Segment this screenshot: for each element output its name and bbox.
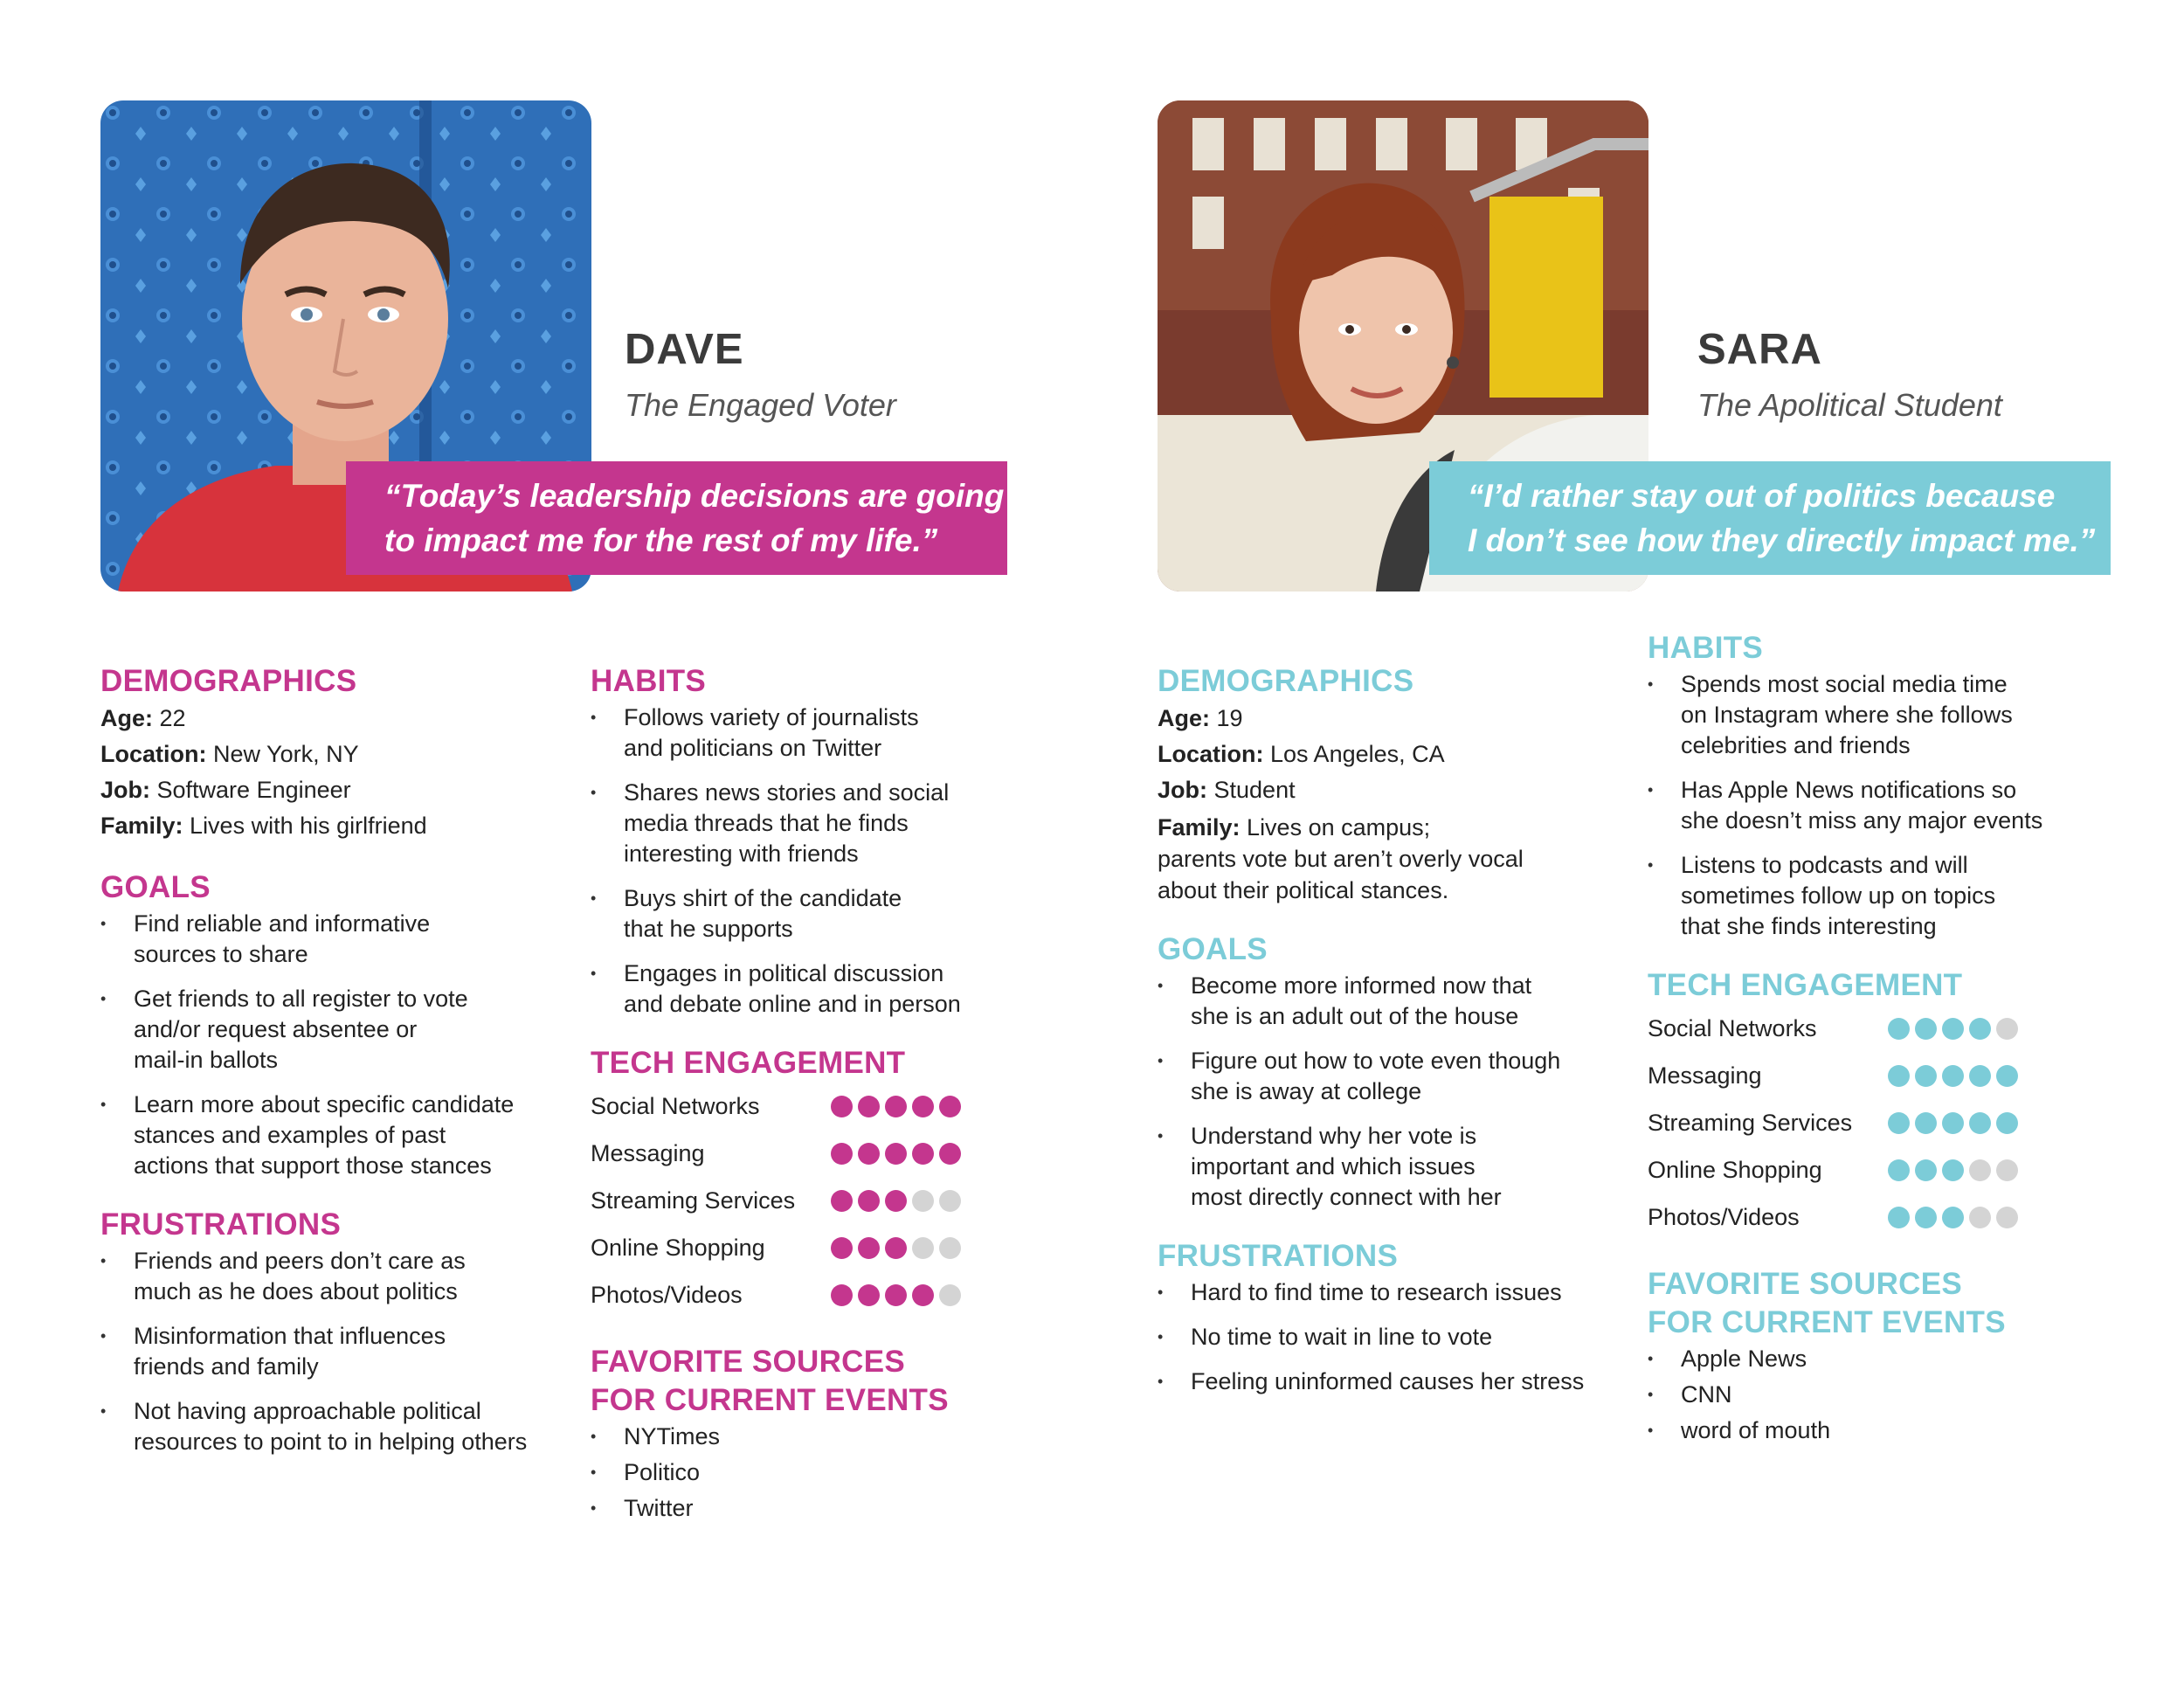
tech-label: Online Shopping [1648,1156,1822,1183]
tech-engagement-section [591,1044,1062,1318]
section-heading: TECH ENGAGEMENT [591,1046,906,1080]
list-item [100,1246,572,1307]
rating-dot-filled [1915,1018,1937,1040]
section-heading: FRUSTRATIONS [100,1207,342,1242]
rating-dot-filled [1942,1112,1964,1134]
section-heading [1648,1265,2119,1342]
tech-row [591,1083,1062,1130]
location-row [100,737,572,772]
section-heading [591,1343,1062,1420]
quote-line: “Today’s leadership decisions are going [384,478,1005,514]
rating-dot-empty [1996,1207,2018,1228]
rating-dots [1888,1159,2018,1181]
item-line: and politicians on Twitter [624,735,882,761]
tech-label: Photos/Videos [591,1281,743,1308]
item-line: media threads that he finds [624,810,909,836]
rating-dot-filled [885,1143,907,1165]
rating-dot-filled [858,1143,880,1165]
rating-dot-filled [912,1284,934,1306]
age-row [1158,701,1629,737]
heading-line: FAVORITE SOURCES [591,1345,906,1379]
rating-dots [831,1143,961,1165]
section-heading: TECH ENGAGEMENT [1648,968,1963,1002]
rating-dot-filled [1942,1159,1964,1181]
list-item [100,1321,572,1382]
sources-section [591,1343,1062,1524]
heading-line: FOR CURRENT EVENTS [1648,1305,2006,1339]
age-label: Age: [1158,705,1210,731]
persona-name: SARA [1697,326,1822,373]
list-item: • Apple News [1648,1344,2119,1374]
tech-row [591,1130,1062,1177]
section-heading: FRUSTRATIONS [1158,1239,1399,1273]
sara-right-column [1648,629,2119,1470]
list-item: • CNN [1648,1380,2119,1410]
rating-dot-filled [912,1143,934,1165]
item-line: • Has Apple News notifications so [1681,777,2017,803]
rating-dot-filled [1969,1018,1991,1040]
item-line: important and which issues [1191,1153,1476,1180]
item-line: • Buys shirt of the candidate [624,885,902,911]
item-line: friends and family [134,1353,319,1380]
habits-list [591,702,1062,1020]
family-value: about their political stances. [1158,877,1449,903]
list-item: • word of mouth [1648,1415,2119,1446]
list-item [1158,971,1629,1032]
rating-dot-filled [831,1190,853,1212]
section-heading: HABITS [1648,631,1764,665]
persona-title: The Engaged Voter [625,387,896,423]
rating-dot-filled [1942,1065,1964,1087]
list-item: • Hard to find time to research issues [1158,1277,1629,1308]
item-line: • Find reliable and informative [134,910,431,937]
list-item [100,1396,572,1457]
rating-dot-filled [1915,1112,1937,1134]
rating-dot-filled [1969,1065,1991,1087]
persona-sara [1057,0,2123,1688]
tech-row [591,1271,1062,1318]
item-line: actions that support those stances [134,1152,492,1179]
tech-engagement-section [1648,966,2119,1241]
frustrations-list [100,1246,572,1457]
item-line: • Misinformation that influences [134,1323,446,1349]
item-line: she is an adult out of the house [1191,1003,1519,1029]
sara-left-column [1158,662,1629,1422]
list-item [100,984,572,1076]
location-value: Los Angeles, CA [1270,741,1445,767]
location-label: Location: [1158,741,1264,767]
rating-dots [1888,1018,2018,1040]
rating-dots [831,1237,961,1259]
item-line: sources to share [134,941,308,967]
item-line: most directly connect with her [1191,1184,1502,1210]
tech-label: Streaming Services [1648,1109,1853,1136]
rating-dot-filled [1942,1207,1964,1228]
persona-title: The Apolitical Student [1697,387,2002,423]
demographics-section [1158,662,1629,906]
list-item [1158,1046,1629,1107]
location-row [1158,737,1629,772]
rating-dot-empty [1996,1018,2018,1040]
rating-dot-empty [1969,1207,1991,1228]
list-item [591,778,1062,869]
list-item [591,958,1062,1020]
list-item [1158,1121,1629,1213]
rating-dot-empty [912,1190,934,1212]
section-heading: DEMOGRAPHICS [1158,664,1414,698]
item-line: • Not having approachable political [134,1398,481,1424]
goals-section [100,868,572,1181]
rating-dot-filled [1969,1112,1991,1134]
tech-row [1648,1099,2119,1146]
job-label: Job: [100,777,150,803]
item-line: • Become more informed now that [1191,972,1532,999]
item-line: much as he does about politics [134,1278,458,1304]
item-line: • Figure out how to vote even though [1191,1048,1561,1074]
frustrations-section [100,1206,572,1457]
rating-dot-empty [939,1190,961,1212]
age-value: 22 [159,705,186,731]
tech-row [1648,1146,2119,1193]
frustrations-list [1158,1277,1629,1397]
list-item [1648,775,2119,836]
family-label: Family: [100,813,183,839]
tech-label: Photos/Videos [1648,1203,1800,1230]
persona-name: DAVE [625,326,744,373]
rating-dot-filled [1888,1112,1910,1134]
rating-dot-filled [831,1237,853,1259]
dave-right-column [591,662,1062,1548]
location-label: Location: [100,741,207,767]
rating-dot-filled [1996,1065,2018,1087]
rating-dots [831,1096,961,1117]
rating-dot-empty [1969,1159,1991,1181]
item-line: • Get friends to all register to vote [134,986,468,1012]
tech-label: Social Networks [591,1092,760,1119]
age-value: 19 [1216,705,1243,731]
rating-dot-filled [1915,1159,1937,1181]
job-value: Software Engineer [156,777,351,803]
family-value: Lives on campus; [1247,814,1431,841]
rating-dot-filled [939,1143,961,1165]
rating-dot-empty [912,1237,934,1259]
age-row [100,701,572,737]
goals-list [1158,971,1629,1213]
list-item: • NYTimes [591,1422,1062,1452]
rating-dots [831,1284,961,1306]
rating-dot-empty [1996,1159,2018,1181]
rating-dot-filled [858,1237,880,1259]
list-item [100,909,572,970]
family-value: Lives with his girlfriend [190,813,427,839]
item-line: and/or request absentee or [134,1016,418,1042]
family-value: parents vote but aren’t overly vocal [1158,846,1524,872]
quote-line: “I’d rather stay out of politics because [1468,478,2056,514]
tech-row [1648,1052,2119,1099]
rating-dot-filled [1942,1018,1964,1040]
tech-row [591,1177,1062,1224]
heading-line: FOR CURRENT EVENTS [591,1383,949,1417]
item-line: interesting with friends [624,841,859,867]
rating-dots [831,1190,961,1212]
rating-dot-filled [1996,1112,2018,1134]
family-row [100,808,572,844]
rating-dot-filled [831,1096,853,1117]
item-line: that she finds interesting [1681,913,1937,939]
tech-label: Messaging [1648,1062,1762,1089]
item-line: on Instagram where she follows [1681,702,2013,728]
tech-row [591,1224,1062,1271]
habits-section [591,662,1062,1020]
rating-dot-filled [885,1284,907,1306]
section-heading: DEMOGRAPHICS [100,664,357,698]
job-row [1158,772,1629,808]
list-item [100,1090,572,1181]
item-line: • Understand why her vote is [1191,1123,1477,1149]
goals-list [100,909,572,1181]
rating-dot-filled [831,1143,853,1165]
habits-section [1648,629,2119,942]
age-label: Age: [100,705,153,731]
habits-list [1648,669,2119,942]
list-item [1648,850,2119,942]
sources-section [1648,1265,2119,1446]
demographics-section [100,662,572,844]
location-value: New York, NY [213,741,359,767]
rating-dot-filled [831,1284,853,1306]
item-line: stances and examples of past [134,1122,446,1148]
rating-dot-filled [1888,1159,1910,1181]
section-heading: GOALS [1158,932,1268,966]
item-line: • Friends and peers don’t care as [134,1248,466,1274]
sources-list [1648,1344,2119,1446]
section-heading: GOALS [100,870,211,904]
item-line: • Spends most social media time [1681,671,2008,697]
quote-line: I don’t see how they directly impact me.” [1468,522,2096,558]
rating-dot-filled [885,1190,907,1212]
tech-label: Messaging [591,1139,705,1166]
tech-row [1648,1193,2119,1241]
rating-dots [1888,1207,2018,1228]
list-item [1648,669,2119,761]
item-line: mail-in ballots [134,1047,279,1073]
goals-section [1158,930,1629,1213]
rating-dot-filled [939,1096,961,1117]
rating-dot-filled [858,1284,880,1306]
list-item [591,883,1062,944]
tech-row [1648,1005,2119,1052]
rating-dot-filled [885,1237,907,1259]
section-heading: HABITS [591,664,707,698]
rating-dot-filled [1888,1207,1910,1228]
item-line: • Engages in political discussion [624,960,944,986]
family-label: Family: [1158,814,1241,841]
rating-dot-empty [939,1237,961,1259]
quote-line: to impact me for the rest of my life.” [384,522,938,558]
item-line: sometimes follow up on topics [1681,882,1996,909]
job-value: Student [1213,777,1296,803]
item-line: • Follows variety of journalists [624,704,919,730]
list-item [591,702,1062,764]
tech-label: Online Shopping [591,1234,765,1261]
item-line: celebrities and friends [1681,732,1911,758]
list-item: • Feeling uninformed causes her stress [1158,1366,1629,1397]
item-line: that he supports [624,916,793,942]
persona-quote [346,461,1007,575]
rating-dot-filled [858,1190,880,1212]
tech-label: Social Networks [1648,1014,1817,1041]
item-line: • Listens to podcasts and will [1681,852,1968,878]
rating-dot-filled [1915,1207,1937,1228]
rating-dots [1888,1112,2018,1134]
item-line: and debate online and in person [624,991,961,1017]
persona-dave [0,0,1066,1688]
frustrations-section [1158,1237,1629,1397]
job-label: Job: [1158,777,1207,803]
rating-dot-filled [885,1096,907,1117]
item-line: she is away at college [1191,1078,1422,1104]
persona-quote [1429,461,2111,575]
item-line: resources to point to in helping others [134,1429,528,1455]
item-line: she doesn’t miss any major events [1681,807,2043,834]
rating-dot-filled [1888,1065,1910,1087]
family-row [1158,812,1629,906]
rating-dot-filled [1915,1065,1937,1087]
heading-line: FAVORITE SOURCES [1648,1267,1963,1301]
rating-dots [1888,1065,2018,1087]
rating-dot-filled [912,1096,934,1117]
job-row [100,772,572,808]
item-line: • Learn more about specific candidate [134,1091,515,1117]
item-line: • Shares news stories and social [624,779,950,806]
dave-left-column [100,662,572,1482]
list-item: • No time to wait in line to vote [1158,1322,1629,1352]
list-item: • Politico [591,1457,1062,1488]
rating-dot-filled [858,1096,880,1117]
tech-label: Streaming Services [591,1186,796,1214]
rating-dot-empty [939,1284,961,1306]
rating-dot-filled [1888,1018,1910,1040]
list-item: • Twitter [591,1493,1062,1524]
sources-list [591,1422,1062,1524]
